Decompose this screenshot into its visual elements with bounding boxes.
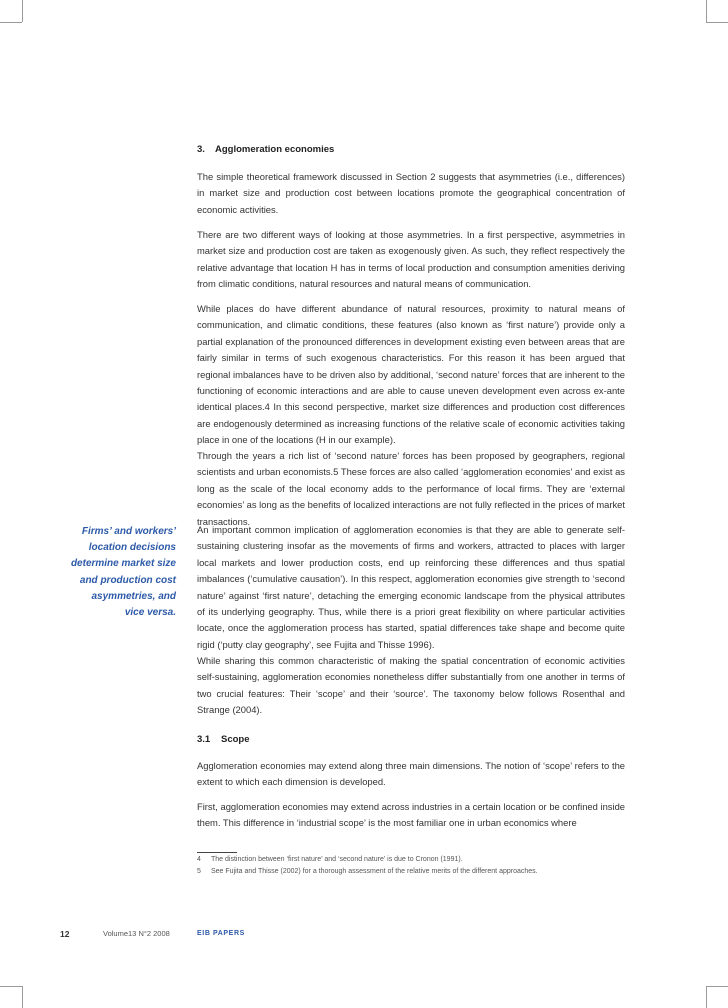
crop-mark: [706, 22, 728, 23]
crop-mark: [706, 986, 728, 987]
crop-mark: [22, 0, 23, 22]
paragraph-1: [197, 169, 625, 218]
paragraph-8: [197, 799, 625, 832]
paragraph-6: [197, 653, 625, 719]
body-paragraph: First, agglomeration economies may extend across industries in a certain location or be confined inside them. This difference in ‘industrial scope’ is the most familiar one in urban economics where: [197, 801, 625, 829]
body-paragraph: Agglomeration economies may extend along three main dimensions. The notion of ‘scope’ refers to the extent to which each dimension is developed.: [197, 760, 625, 788]
crop-mark: [706, 0, 707, 22]
footnote-rule: [197, 852, 237, 853]
quote-line: asymmetries, and: [91, 590, 176, 602]
quote-line: and production cost: [79, 574, 176, 586]
body-paragraph: While places do have different abundance of natural resources, proximity to natural means of communication, and climatic conditions, these features (also known as ‘first nature’) provide only a partial explanation of the pronounced differences in development existing even between areas that are fairly similar in terms of such exogenous characteristics. For this reason it has been argued that regional imbalances have to be driven also by additional, ‘second nature’ forces that are inherent to the functioning of economic interactions and are able to cause uneven development even across ex-ante identical places.4 In this second perspective, market size differences and production cost differences are endogenously determined as increasing functions of the relative scale of economic activities taking place in one of the locations (H in our example).: [197, 303, 625, 446]
footnote-number: 5: [197, 868, 201, 875]
subsection-heading: [197, 734, 625, 745]
body-paragraph: There are two different ways of looking at those asymmetries. In a first perspective, asymmetries in market size and production cost are taken as exogenously given. As such, they reflect respectively the relative advantage that location H has in terms of local production and consumption amenities deriving from climatic conditions, natural resources and natural means of communication.: [197, 229, 625, 290]
section-heading: [197, 144, 625, 155]
paragraph-5: [197, 522, 625, 653]
volume-info: Volume13 N°2 2008: [103, 929, 170, 938]
subsection-title: Scope: [221, 734, 250, 745]
body-paragraph: Through the years a rich list of ‘second nature’ forces has been proposed by geographers, regional scientists and urban economists.5 These forces are also called ‘agglomeration economies’ and exist as long as the scale of the local economy adds to the performance of local firms. They are ‘external economies’ as long as the benefits of localized interactions are not fully reflected in the prices of market transactions.: [197, 450, 626, 527]
paragraph-3: [197, 301, 625, 449]
quote-line: determine market size: [70, 558, 176, 570]
body-paragraph: While sharing this common characteristic of making the spatial concentration of economic activities self-sustaining, agglomeration economies nonetheless differ substantially from one another in terms of two crucial features: Their ‘scope’ and their ‘source’. The taxonomy below follows Rosenthal and Strange (2004).: [197, 655, 625, 716]
page-number: 12: [60, 929, 70, 939]
section-title: Agglomeration economies: [215, 144, 335, 155]
paragraph-4: [197, 448, 625, 530]
sidebar-quote: [56, 524, 176, 621]
subsection-number: 3.1: [197, 734, 211, 745]
quote-line: vice versa.: [124, 607, 176, 619]
crop-mark: [0, 986, 22, 987]
footnote-number: 4: [197, 856, 201, 863]
crop-mark: [22, 986, 23, 1008]
paragraph-7: [197, 758, 625, 791]
series-title: EIB PAPERS: [197, 930, 245, 937]
section-number: 3.: [197, 144, 205, 155]
footnote: [197, 856, 463, 863]
paragraph-2: [197, 227, 625, 293]
crop-mark: [0, 22, 22, 23]
footnote: [197, 868, 538, 875]
quote-line: location decisions: [88, 542, 176, 554]
quote-line: Firms’ and workers’: [81, 526, 176, 537]
footnote-text: The distinction between ‘first nature’ and ‘second nature’ is due to Cronon (1991).: [211, 856, 463, 863]
body-paragraph: An important common implication of agglomeration economies is that they are able to generate self-sustaining clustering insofar as the movements of firms and workers, attracted to places with larger local markets and lower production costs, end up reinforcing these differences and thus spatial imbalances (‘cumulative causation’). In this respect, agglomeration economies give strength to ‘second nature’ against ‘first nature’, detaching the emerging economic landscape from the physical attributes of its underlying geography. Thus, while there is a priori great flexibility on where particular activities locate, once the agglomeration process has started, spatial differences take shape and become quite rigid (‘putty clay geography’, see Fujita and Thisse 1996).: [197, 524, 625, 650]
footnote-text: See Fujita and Thisse (2002) for a thorough assessment of the relative merits of the different approaches.: [211, 868, 538, 875]
crop-mark: [706, 986, 707, 1008]
body-paragraph: The simple theoretical framework discussed in Section 2 suggests that asymmetries (i.e., differences) in market size and production cost between locations promote the geographical concentration of economic activities.: [197, 171, 625, 215]
